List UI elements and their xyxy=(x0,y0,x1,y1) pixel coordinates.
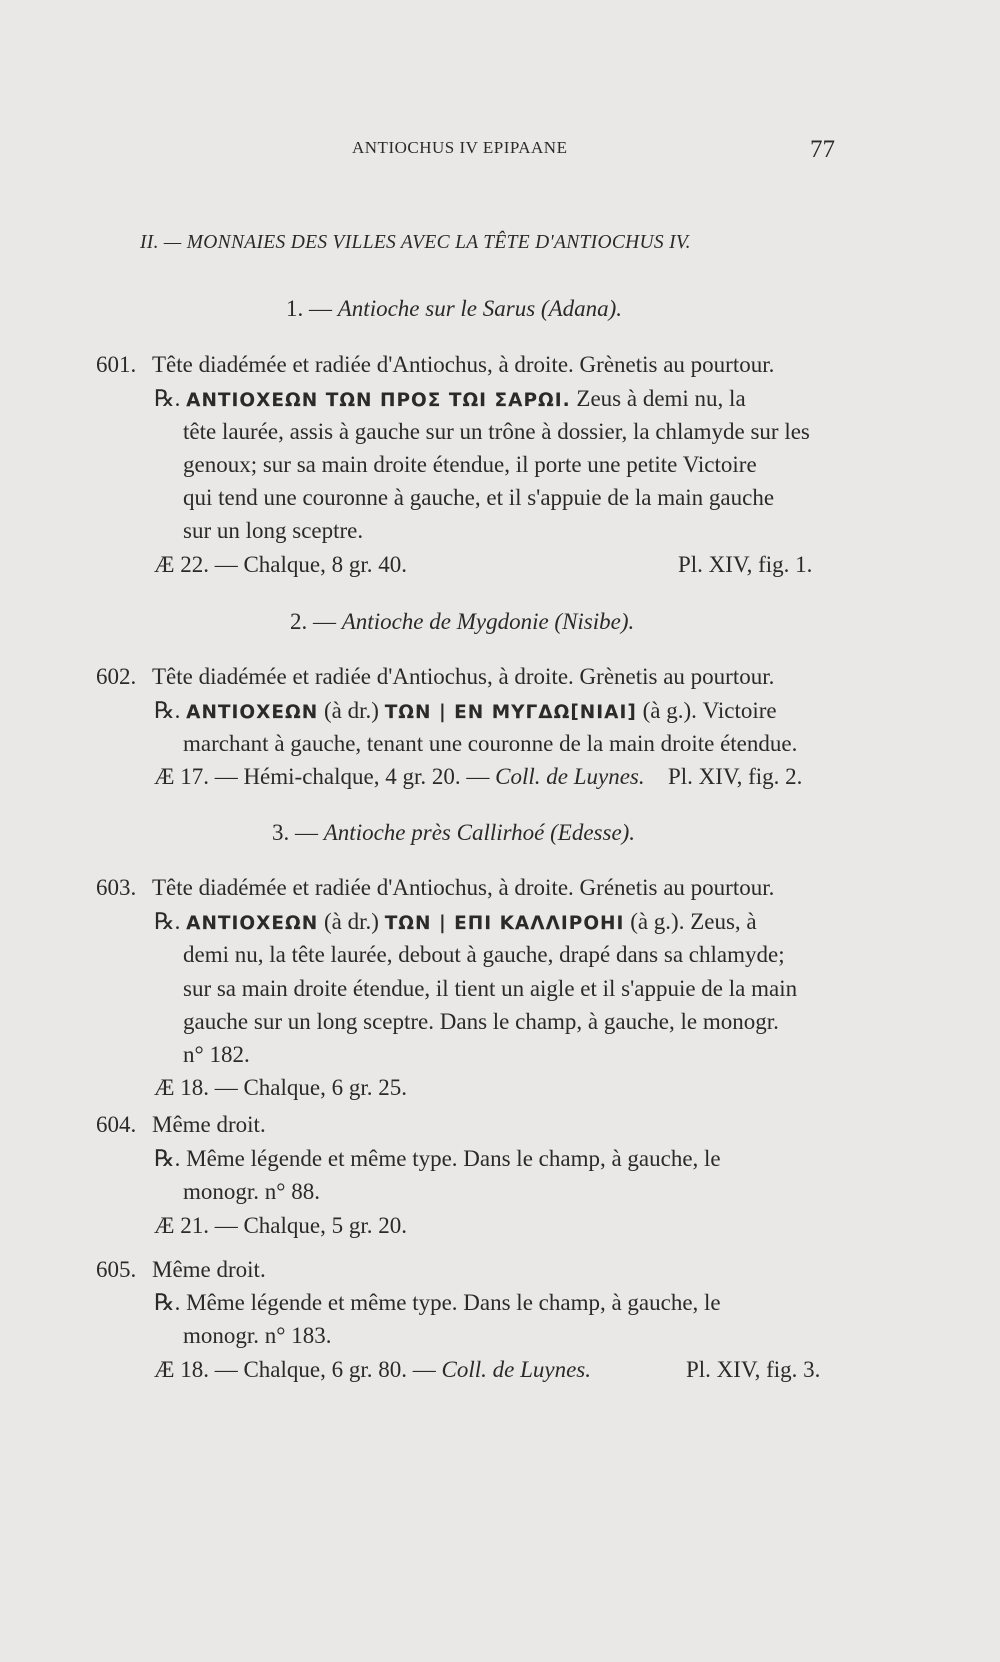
section-alt-name: (Adana). xyxy=(540,296,623,321)
entry-601-metal: Æ 22. — Chalque, 8 gr. 40. xyxy=(154,552,407,577)
entry-605-line-1 xyxy=(96,1257,266,1283)
entry-number: 603. xyxy=(96,875,137,900)
reverse-symbol: ℞. xyxy=(154,909,181,934)
entry-602-line-1 xyxy=(96,664,774,690)
section-title-1 xyxy=(286,296,622,322)
entry-603-line-2 xyxy=(154,909,757,935)
obverse-description: Même droit. xyxy=(152,1112,266,1137)
entry-605-plate: Pl. XIV, fig. 3. xyxy=(686,1357,821,1382)
greek-legend: ΑΝΤΙΟΧΕΩΝ ΤΩΝ ΠΡΟΣ ΤΩΙ ΣΑΡΩΙ. xyxy=(186,390,571,411)
entry-601-line-2 xyxy=(154,386,746,412)
entry-number: 602. xyxy=(96,664,137,689)
chapter-title: II. — MONNAIES DES VILLES AVEC LA TÊTE D'ANTIOCHUS IV. xyxy=(140,232,691,253)
entry-603-line-4: sur sa main droite étendue, il tient un aigle et il s'appuie de la main xyxy=(183,976,798,1001)
direction-note-1: (à dr.) xyxy=(324,909,379,934)
reverse-text: Zeus, à xyxy=(690,909,757,934)
entry-602-line-2 xyxy=(154,698,777,724)
section-number: 1. — xyxy=(286,296,338,321)
entry-601-line-6: sur un long sceptre. xyxy=(183,518,364,543)
section-title-2 xyxy=(290,609,634,635)
entry-604-line-1 xyxy=(96,1112,266,1138)
greek-legend-2: ΤΩΝ | ΕΠΙ ΚΑΛΛΙΡΟΗΙ xyxy=(384,913,625,934)
page-number: 77 xyxy=(810,136,835,163)
section-alt-name: (Edesse). xyxy=(550,820,636,845)
entry-603-line-1 xyxy=(96,875,774,901)
entry-number: 601. xyxy=(96,352,137,377)
entry-602-metal xyxy=(154,764,645,790)
entry-601-line-4: genoux; sur sa main droite étendue, il porte une petite Victoire xyxy=(183,452,757,477)
obverse-description: Tête diadémée et radiée d'Antiochus, à droite. Grènetis au pourtour. xyxy=(152,664,775,689)
section-city: Antioche de Mygdonie xyxy=(341,609,549,634)
reverse-symbol: ℞. xyxy=(154,698,181,723)
metal-weight: Æ 18. — Chalque, 6 gr. 80. — xyxy=(154,1357,442,1382)
metal-weight: Æ 17. — Hémi-chalque, 4 gr. 20. — xyxy=(154,764,496,789)
section-number: 2. — xyxy=(290,609,342,634)
greek-legend-2: ΤΩΝ | ΕΝ ΜΥΓΔΩ[ΝΙΑΙ] xyxy=(384,702,637,723)
entry-604-line-2: ℞. Même légende et même type. Dans le champ, à gauche, le xyxy=(154,1146,721,1171)
direction-note-2: (à g.). xyxy=(642,698,697,723)
reverse-text: Victoire xyxy=(702,698,777,723)
section-title-3 xyxy=(272,820,635,846)
reverse-text: Zeus à demi nu, la xyxy=(576,386,746,411)
entry-604-metal: Æ 21. — Chalque, 5 gr. 20. xyxy=(154,1213,407,1238)
entry-603-line-3: demi nu, la tête laurée, debout à gauche, drapé dans sa chlamyde; xyxy=(183,942,785,967)
entry-602-plate: Pl. XIV, fig. 2. xyxy=(668,764,803,789)
obverse-description: Tête diadémée et radiée d'Antiochus, à droite. Grènetis au pourtour. xyxy=(152,352,775,377)
entry-601-line-5: qui tend une couronne à gauche, et il s'appuie de la main gauche xyxy=(183,485,775,510)
direction-note-2: (à g.). xyxy=(630,909,685,934)
greek-legend-1: ΑΝΤΙΟΧΕΩΝ xyxy=(186,702,319,723)
reverse-symbol: ℞. xyxy=(154,386,181,411)
obverse-description: Même droit. xyxy=(152,1257,266,1282)
entry-603-line-5: gauche sur un long sceptre. Dans le champ, à gauche, le monogr. xyxy=(183,1009,779,1034)
entry-602-line-3: marchant à gauche, tenant une couronne de la main droite étendue. xyxy=(183,731,798,756)
entry-number: 605. xyxy=(96,1257,137,1282)
entry-601-line-3: tête laurée, assis à gauche sur un trône à dossier, la chlamyde sur les xyxy=(183,419,810,444)
section-city: Antioche près Callirhoé xyxy=(323,820,545,845)
entry-number: 604. xyxy=(96,1112,137,1137)
section-alt-name: (Nisibe). xyxy=(554,609,635,634)
entry-605-metal xyxy=(154,1357,591,1383)
entry-603-line-6: n° 182. xyxy=(183,1042,250,1067)
direction-note-1: (à dr.) xyxy=(324,698,379,723)
entry-601-line-1 xyxy=(96,352,774,378)
entry-601-plate: Pl. XIV, fig. 1. xyxy=(678,552,813,577)
collection: Coll. de Luynes. xyxy=(441,1357,591,1382)
entry-605-line-2: ℞. Même légende et même type. Dans le champ, à gauche, le xyxy=(154,1290,721,1315)
entry-603-metal: Æ 18. — Chalque, 6 gr. 25. xyxy=(154,1075,407,1100)
section-city: Antioche sur le Sarus xyxy=(337,296,536,321)
greek-legend-1: ΑΝΤΙΟΧΕΩΝ xyxy=(186,913,319,934)
running-head: ANTIOCHUS IV EPIPAANE xyxy=(352,138,568,157)
collection: Coll. de Luynes. xyxy=(495,764,645,789)
obverse-description: Tête diadémée et radiée d'Antiochus, à droite. Grénetis au pourtour. xyxy=(152,875,775,900)
entry-605-line-3: monogr. n° 183. xyxy=(183,1323,332,1348)
section-number: 3. — xyxy=(272,820,324,845)
entry-604-line-3: monogr. n° 88. xyxy=(183,1179,320,1204)
